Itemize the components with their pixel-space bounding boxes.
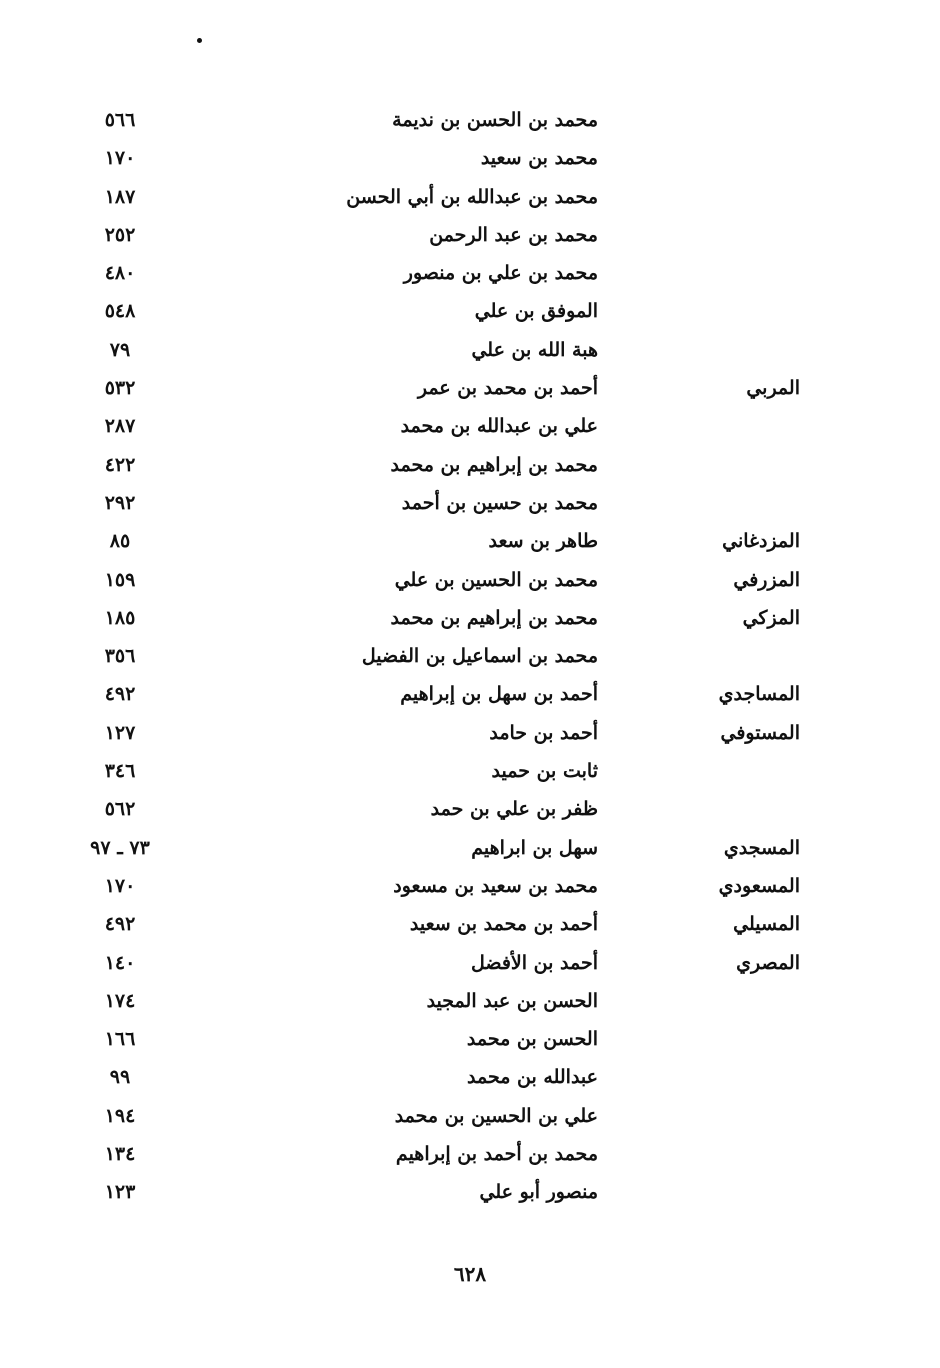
page-reference: ١٢٧ [104,721,136,744]
page-reference: ١٧٠ [104,874,136,897]
person-name: الموفق بن علي [474,300,598,323]
person-name: محمد بن حسين بن أحمد [401,491,598,514]
nisba-label: المزكي [742,606,800,629]
index-row [60,603,800,641]
nisba-label: المسعودي [718,874,800,897]
person-name: أحمد بن حامد [489,721,598,744]
person-name: محمد بن إبراهيم بن محمد [390,606,598,629]
person-name: سهل بن ابراهيم [471,836,598,859]
index-row [60,565,800,603]
person-name: الحسن بن محمد [466,1028,598,1051]
index-row [60,182,800,220]
ink-dot [197,38,202,43]
index-row [60,105,800,143]
index-row [60,641,800,679]
page-reference: ١٥٩ [104,568,136,591]
nisba-label: المزرفي [733,568,800,591]
page-reference: ١٧٠ [104,147,136,170]
index-row [60,450,800,488]
person-name: أحمد بن الأفضل [470,951,598,974]
page-reference: ٣٥٦ [104,645,136,668]
person-name: منصور أبو علي [479,1181,598,1204]
index-row [60,1024,800,1062]
index-row [60,1101,800,1139]
page-reference: ٤٩٢ [104,683,136,706]
page-reference: ١٨٥ [104,606,136,629]
index-row [60,335,800,373]
page-reference: ١٦٦ [104,1028,136,1051]
index-row [60,756,800,794]
person-name: محمد بن عبد الرحمن [429,223,598,246]
person-name: محمد بن الحسن بن نديمة [392,109,598,131]
index-row [60,909,800,947]
index-list [60,105,800,1216]
page-reference: ٧٩ [109,338,131,361]
nisba-label: المستوفي [720,721,800,744]
person-name: محمد بن إبراهيم بن محمد [390,453,598,476]
index-row [60,220,800,258]
index-row [60,679,800,717]
page-reference: ٢٥٢ [104,223,136,246]
index-row [60,526,800,564]
person-name: علي بن الحسين بن محمد [394,1104,598,1127]
index-row [60,871,800,909]
page-reference: ٥٦٢ [104,798,136,821]
person-name: أحمد بن محمد بن سعيد [409,913,598,936]
person-name: هبة الله بن علي [471,338,598,361]
person-name: محمد بن أحمد بن إبراهيم [395,1143,598,1166]
index-row [60,833,800,871]
page-reference: ١٧٤ [104,989,136,1012]
nisba-label: المصري [736,951,800,974]
person-name: أحمد بن محمد بن عمر [417,377,598,400]
page-reference: ٢٩٢ [104,491,136,514]
index-row [60,296,800,334]
index-row [60,986,800,1024]
index-row [60,794,800,832]
page-reference: ١٢٣ [104,1181,136,1204]
nisba-label: المسجدي [723,836,800,859]
person-name: عبدالله بن محمد [467,1066,598,1089]
nisba-label: المساجدي [718,683,800,706]
index-row [60,718,800,756]
index-row [60,1062,800,1100]
page-reference: ١٩٤ [104,1104,136,1127]
index-row [60,258,800,296]
page-reference: ٤٨٠ [104,262,136,285]
person-name: الحسن بن عبد المجيد [426,989,598,1012]
person-name: محمد بن عبدالله بن أبي الحسن [346,185,598,208]
page-number: ٦٢٨ [453,1262,487,1286]
person-name: محمد بن علي بن منصور [403,262,598,285]
person-name: محمد بن سعيد [480,147,598,170]
index-row [60,948,800,986]
nisba-label: المزدغاني [722,530,800,553]
index-row [60,488,800,526]
page-reference: ٥٦٦ [104,109,136,131]
person-name: ثابت بن حميد [491,760,598,783]
page-reference: ٩٩ [109,1066,131,1089]
index-row [60,373,800,411]
index-row [60,1177,800,1215]
person-name: محمد بن اسماعيل بن الفضيل [361,645,598,668]
index-row [60,143,800,181]
index-row [60,411,800,449]
page-reference: ٢٨٧ [104,415,136,438]
person-name: محمد بن الحسين بن علي [394,568,598,591]
person-name: ظفر بن علي بن حمد [430,798,598,821]
page-reference: ٥٣٢ [104,377,136,400]
page-reference: ٣٤٦ [104,760,136,783]
page-reference: ١٨٧ [104,185,136,208]
page-reference: ٧٣ ـ ٩٧ [90,836,150,859]
person-name: محمد بن سعيد بن مسعود [393,874,598,897]
page-reference: ١٤٠ [104,951,136,974]
page-reference: ٥٤٨ [104,300,136,323]
page-reference: ٨٥ [109,530,131,553]
nisba-label: المسيلي [733,913,800,936]
nisba-label: المربي [746,377,800,400]
person-name: طاهر بن سعد [488,530,598,553]
page-reference: ٤٩٢ [104,913,136,936]
page-reference: ١٣٤ [104,1143,136,1166]
person-name: علي بن عبدالله بن محمد [400,415,598,438]
index-row [60,1139,800,1177]
person-name: أحمد بن سهل بن إبراهيم [400,683,598,706]
page-reference: ٤٢٢ [104,453,136,476]
